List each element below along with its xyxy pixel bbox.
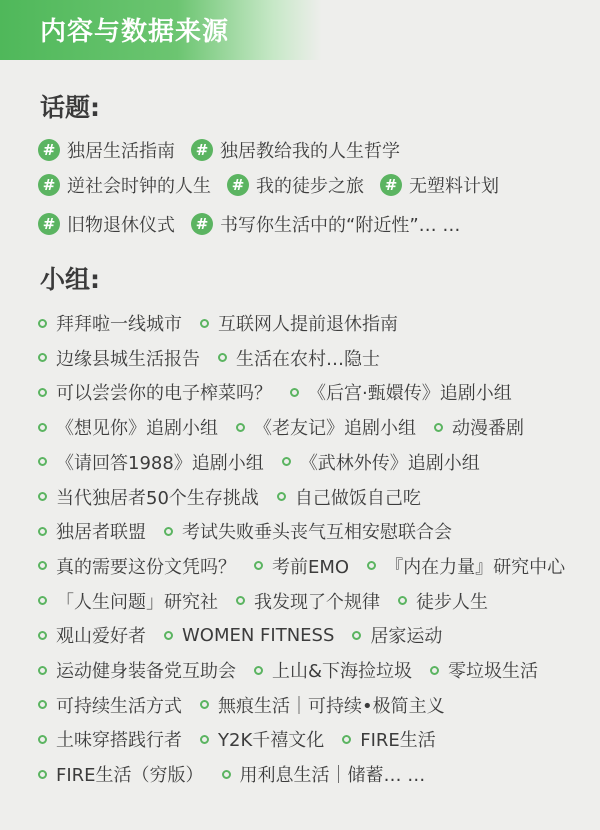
group-item[interactable]: [200, 310, 398, 336]
group-label: FIRE生活: [360, 730, 436, 752]
group-label: FIRE生活（穷版）: [56, 765, 204, 787]
group-label: 『内在力量』研究中心: [385, 556, 566, 578]
topic-item[interactable]: [191, 137, 400, 163]
bullet-circle-icon: [200, 735, 209, 744]
group-label: 自己做饭自己吃: [294, 487, 421, 509]
bullet-circle-icon: [38, 596, 47, 605]
bullet-circle-icon: [38, 388, 47, 397]
group-row: [38, 759, 425, 789]
group-item[interactable]: [38, 588, 218, 614]
group-row: [38, 343, 380, 373]
bullet-circle-icon: [164, 527, 173, 536]
bullet-circle-icon: [254, 666, 263, 675]
header-banner: [0, 0, 322, 60]
group-label: 边缘县城生活报告: [56, 348, 200, 370]
group-label: 考试失败垂头丧气互相安慰联合会: [182, 522, 452, 544]
bullet-circle-icon: [200, 700, 209, 709]
group-label: 考前EMO: [272, 556, 350, 578]
group-item[interactable]: [218, 345, 380, 371]
topic-label: 无塑料计划: [409, 176, 499, 197]
group-row: [38, 620, 442, 650]
topic-item[interactable]: [380, 172, 499, 198]
group-label: 可以尝尝你的电子榨菜吗？: [56, 383, 272, 405]
group-label: 無痕生活｜可持续•极简主义: [218, 695, 445, 717]
group-item[interactable]: [222, 761, 426, 787]
group-item[interactable]: [430, 657, 538, 683]
bullet-circle-icon: [282, 457, 291, 466]
group-item[interactable]: [290, 379, 512, 405]
group-label: 生活在农村…隐士: [236, 348, 380, 370]
bullet-circle-icon: [254, 561, 263, 570]
bullet-circle-icon: [367, 561, 376, 570]
groups-heading: 小组:: [40, 265, 100, 294]
group-label: Y2K千禧文化: [218, 730, 325, 752]
topic-item[interactable]: [38, 172, 211, 198]
hashtag-icon: #: [191, 139, 213, 161]
bullet-circle-icon: [236, 423, 245, 432]
topic-label: 旧物退休仪式: [67, 215, 175, 236]
bullet-circle-icon: [38, 735, 47, 744]
group-label: 运动健身装备党互助会: [56, 661, 236, 682]
topic-item[interactable]: [227, 172, 364, 198]
bullet-circle-icon: [430, 666, 439, 675]
bullet-circle-icon: [38, 353, 47, 362]
group-label: 独居者联盟: [56, 522, 146, 544]
group-label: 观山爱好者: [56, 626, 146, 648]
bullet-circle-icon: [38, 666, 47, 675]
group-item[interactable]: [200, 692, 445, 718]
group-label: 可持续生活方式: [56, 695, 182, 717]
group-item[interactable]: [236, 588, 380, 614]
group-label: 动漫番剧: [452, 418, 524, 440]
group-item[interactable]: [164, 625, 334, 646]
bullet-circle-icon: [38, 319, 47, 328]
group-label: 上山&下海捡垃圾: [272, 661, 413, 682]
hashtag-icon: #: [38, 213, 60, 235]
group-item[interactable]: [277, 484, 421, 510]
topic-label: 书写你生活中的“附近性”… …: [220, 215, 461, 236]
group-item[interactable]: [38, 379, 272, 405]
group-label: 《武林外传》追剧小组: [299, 452, 480, 474]
group-item[interactable]: [38, 553, 236, 579]
bullet-circle-icon: [38, 457, 47, 466]
page-title: 内容与数据来源: [40, 17, 230, 47]
group-label: 《后宫·甄嬛传》追剧小组: [308, 383, 512, 405]
topic-item[interactable]: [38, 211, 175, 237]
bullet-circle-icon: [164, 631, 173, 640]
group-label: 互联网人提前退休指南: [218, 314, 398, 335]
bullet-circle-icon: [218, 353, 227, 362]
group-label: 《想见你》追剧小组: [56, 418, 218, 440]
bullet-circle-icon: [38, 770, 47, 779]
hashtag-icon: #: [191, 213, 213, 235]
topic-item[interactable]: [38, 137, 175, 163]
group-row: [38, 447, 480, 477]
bullet-circle-icon: [38, 423, 47, 432]
topic-label: 独居生活指南: [67, 141, 175, 162]
group-label: WOMEN FITNESS: [182, 624, 335, 646]
group-label: 我发现了个规律: [254, 591, 380, 613]
group-item[interactable]: [236, 414, 416, 440]
group-label: 土味穿搭践行者: [56, 730, 182, 752]
group-label: 拜拜啦一线城市: [56, 314, 182, 335]
group-item[interactable]: [38, 692, 182, 718]
group-label: 当代独居者50个生存挑战: [56, 487, 259, 509]
bullet-circle-icon: [38, 631, 47, 640]
group-label: 徒步人生: [416, 591, 488, 613]
group-row: [38, 482, 421, 512]
bullet-circle-icon: [38, 527, 47, 536]
group-item[interactable]: [282, 449, 480, 475]
group-item[interactable]: [38, 518, 146, 544]
group-item[interactable]: [254, 553, 349, 579]
group-item[interactable]: [164, 518, 452, 544]
group-item[interactable]: [38, 657, 236, 683]
group-row: [38, 690, 445, 720]
group-label: 零垃圾生活: [448, 661, 539, 682]
bullet-circle-icon: [398, 596, 407, 605]
group-label: 真的需要这份文凭吗？: [56, 556, 236, 578]
topic-label: 逆社会时钟的人生: [67, 176, 211, 197]
topic-label: 独居教给我的人生哲学: [220, 141, 400, 162]
topic-row: [38, 209, 460, 239]
group-label: 《请回答1988》追剧小组: [56, 452, 264, 474]
bullet-circle-icon: [290, 388, 299, 397]
bullet-circle-icon: [38, 561, 47, 570]
group-item[interactable]: [38, 484, 259, 510]
group-row: [38, 308, 398, 338]
topic-label: 我的徒步之旅: [256, 176, 364, 197]
group-label: 「人生问题」研究社: [56, 591, 218, 613]
group-item[interactable]: [254, 657, 412, 683]
topic-item[interactable]: [191, 211, 460, 237]
group-row: [38, 412, 524, 442]
group-item[interactable]: [38, 726, 182, 752]
group-item[interactable]: [38, 310, 182, 336]
bullet-circle-icon: [38, 492, 47, 501]
group-item[interactable]: [38, 761, 204, 787]
group-item[interactable]: [38, 622, 146, 648]
group-item[interactable]: [367, 553, 565, 579]
group-item[interactable]: [398, 588, 488, 614]
group-label: 《老友记》追剧小组: [254, 418, 416, 440]
group-item[interactable]: [38, 449, 264, 475]
group-row: [38, 377, 512, 407]
hashtag-icon: #: [380, 174, 402, 196]
group-row: [38, 516, 452, 546]
bullet-circle-icon: [38, 700, 47, 709]
group-item[interactable]: [352, 622, 442, 648]
topics-heading: 话题:: [40, 93, 100, 122]
topic-row: [38, 170, 499, 200]
bullet-circle-icon: [342, 735, 351, 744]
bullet-circle-icon: [236, 596, 245, 605]
group-row: [38, 724, 436, 754]
group-row: [38, 551, 565, 581]
bullet-circle-icon: [352, 631, 361, 640]
bullet-circle-icon: [434, 423, 443, 432]
group-item[interactable]: [38, 414, 218, 440]
hashtag-icon: #: [38, 139, 60, 161]
hashtag-icon: #: [38, 174, 60, 196]
group-row: [38, 586, 488, 616]
bullet-circle-icon: [222, 770, 231, 779]
group-item[interactable]: [38, 345, 200, 371]
topic-row: [38, 135, 400, 165]
group-label: 居家运动: [370, 626, 443, 648]
group-label: 用利息生活｜储蓄… …: [239, 765, 426, 787]
hashtag-icon: #: [227, 174, 249, 196]
bullet-circle-icon: [277, 492, 286, 501]
group-item[interactable]: [200, 726, 324, 752]
group-item[interactable]: [434, 414, 524, 440]
group-item[interactable]: [342, 726, 436, 752]
bullet-circle-icon: [200, 319, 209, 328]
group-row: [38, 655, 538, 685]
